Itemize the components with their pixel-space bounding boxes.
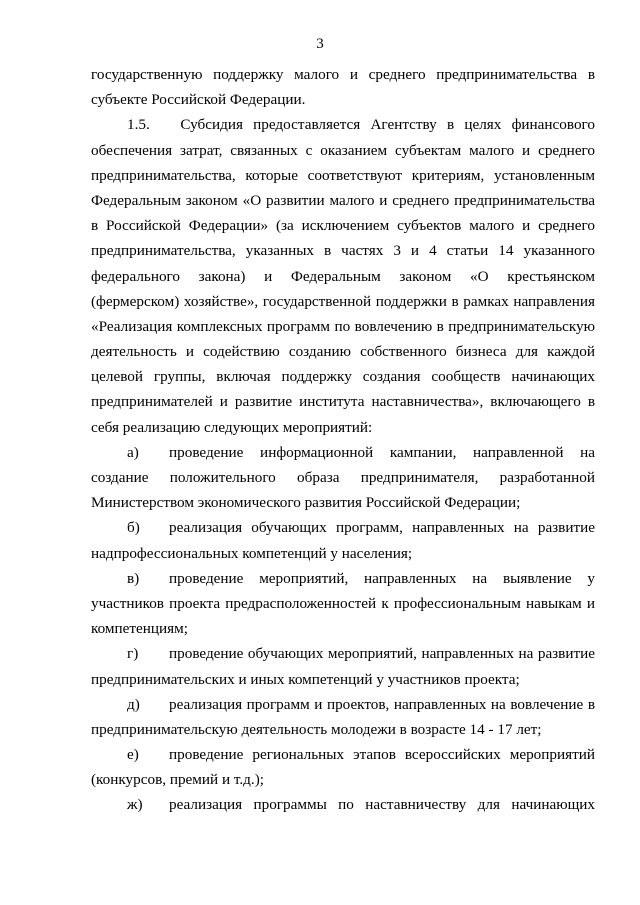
text-line: деятельность и содействию созданию собственного бизнеса для каждой [91,343,595,361]
list-item-text: реализация программ и проектов, направленных на вовлечение в [169,695,595,713]
text-line: целевой группы, включая поддержку создания сообществ начинающих [91,368,595,386]
page-number: 3 [316,36,324,52]
list-item-text: реализация программы по наставничеству для начинающих [169,796,595,814]
list-item [91,641,595,666]
text-line: субъекте Российской Федерации. [91,91,306,109]
list-marker: ж) [127,796,143,814]
text-line: (фермерском) хозяйстве», государственной поддержки в рамках направления [91,292,595,310]
list-item-text: проведение региональных этапов всероссийских мероприятий [169,746,595,764]
paragraph-lead: 1.5. Субсидия предоставляется Агентству в целях финансового [127,116,595,134]
list-marker: д) [127,695,140,713]
text-line: предпринимательскую деятельность молодежи в возрасте 14 - 17 лет; [91,720,542,738]
text-line: государственную поддержку малого и среднего предпринимательства в [91,66,595,83]
text-line: участников проекта предрасположенностей к профессиональным навыкам и [91,594,595,612]
text-line: «Реализация комплексных программ по вовлечению в предпринимательскую [91,317,595,335]
body-text [91,62,595,818]
list-item [91,792,595,817]
text-line: (конкурсов, премий и т.д.); [91,771,264,789]
list-item [91,692,595,717]
text-line: предпринимателей и развитие института наставничества», включающего в [91,393,595,411]
text-line: компетенциям; [91,620,188,638]
text-line: предпринимательства, которые соответствуют критериям, установленным [91,166,595,184]
text-line: себя реализацию следующих мероприятий: [91,418,373,436]
text-line: Федеральным законом «О развитии малого и среднего предпринимательства [91,191,595,209]
text-line: предпринимательства, указанных в частях 3 и 4 статьи 14 указанного [91,242,595,260]
text-line: предпринимательских и иных компетенций у участников проекта; [91,670,520,688]
text-line: создание положительного образа предпринимателя, разработанной [91,469,595,486]
text-line: Министерством экономического развития Российской Федерации; [91,494,521,512]
list-marker: б) [127,519,140,537]
list-marker: в) [127,569,140,587]
list-item-text: проведение информационной кампании, направленной на [169,443,595,461]
list-marker: г) [127,645,139,663]
list-item [91,440,595,465]
list-item-text: проведение мероприятий, направленных на выявление у [169,569,595,587]
list-item-text: проведение обучающих мероприятий, направленных на развитие [169,645,595,663]
list-marker: а) [127,443,139,461]
list-item-text: реализация обучающих программ, направленных на развитие [169,519,595,537]
text-line: в Российской Федерации» (за исключением субъектов малого и среднего [91,217,595,235]
text-line: обеспечения затрат, связанных с оказанием субъектам малого и среднего [91,141,595,159]
text-line: надпрофессиональных компетенций у населения; [91,544,413,562]
list-item [91,742,595,767]
text-line: федерального закона) и Федеральным законом «О крестьянском [91,267,595,285]
list-marker: е) [127,746,139,764]
list-item [91,566,595,591]
list-item [91,515,595,540]
